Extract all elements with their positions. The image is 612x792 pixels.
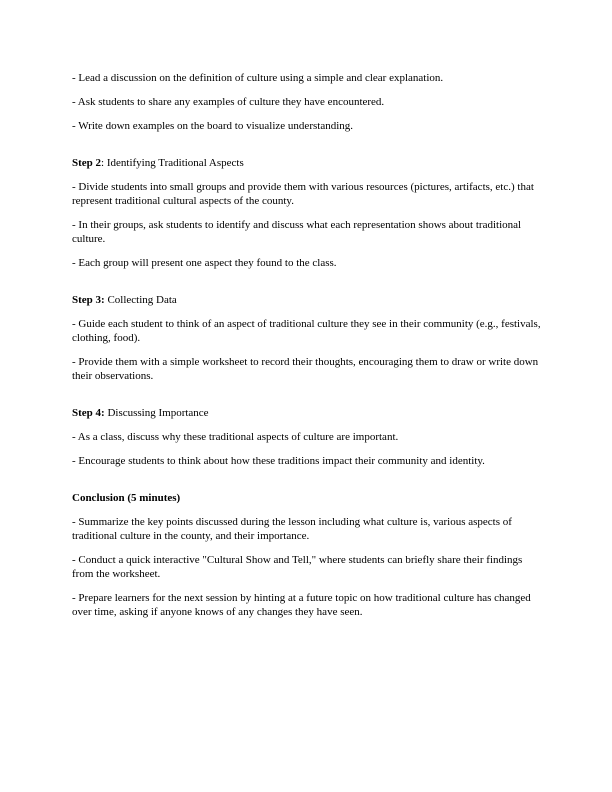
conclusion-item: - Summarize the key points discussed during the lesson including what culture is, various aspects of traditional culture in the county, and their importance.: [72, 516, 512, 542]
step2-item: - Each group will present one aspect they found to the class.: [72, 257, 337, 269]
step4-title: Discussing Importance: [104, 407, 209, 419]
step3-label: Step 3:: [72, 294, 105, 306]
step2-item: - Divide students into small groups and provide them with various resources (pictures, artifacts, etc.) that represent traditional cultural aspects of the county.: [72, 181, 534, 207]
intro-item: - Ask students to share any examples of culture they have encountered.: [72, 96, 385, 108]
step3-heading: [72, 293, 542, 307]
step3-title: Collecting Data: [104, 294, 177, 306]
step4-item: - As a class, discuss why these traditional aspects of culture are important.: [72, 431, 399, 443]
intro-item: - Write down examples on the board to visualize understanding.: [72, 120, 354, 132]
document-page: [72, 71, 542, 629]
step2-label: Step 2: [72, 157, 102, 169]
step2-heading: [72, 156, 542, 170]
step2-item: - In their groups, ask students to identify and discuss what each representation shows about traditional culture.: [72, 219, 522, 245]
conclusion-item: - Conduct a quick interactive "Cultural Show and Tell," where students can briefly share their findings from the worksheet.: [72, 554, 523, 580]
step4-label: Step 4:: [72, 407, 105, 419]
step2-title: : Identifying Traditional Aspects: [101, 157, 244, 169]
step3-item: - Guide each student to think of an aspect of traditional culture they see in their community (e.g., festivals, clothing, food).: [72, 318, 541, 344]
conclusion-heading: [72, 491, 542, 505]
section-gap: [72, 393, 542, 406]
step4-item: - Encourage students to think about how these traditions impact their community and identity.: [72, 455, 485, 467]
step3-item: - Provide them with a simple worksheet to record their thoughts, encouraging them to draw or write down their observations.: [72, 356, 539, 382]
section-gap: [72, 280, 542, 293]
step4-heading: [72, 406, 542, 420]
conclusion-label: Conclusion (5 minutes): [72, 492, 181, 504]
section-gap: [72, 478, 542, 491]
section-gap: [72, 143, 542, 156]
conclusion-item: - Prepare learners for the next session by hinting at a future topic on how traditional culture has changed over time, asking if anyone knows of any changes they have seen.: [72, 592, 531, 618]
intro-item: - Lead a discussion on the definition of culture using a simple and clear explanation.: [72, 72, 444, 84]
